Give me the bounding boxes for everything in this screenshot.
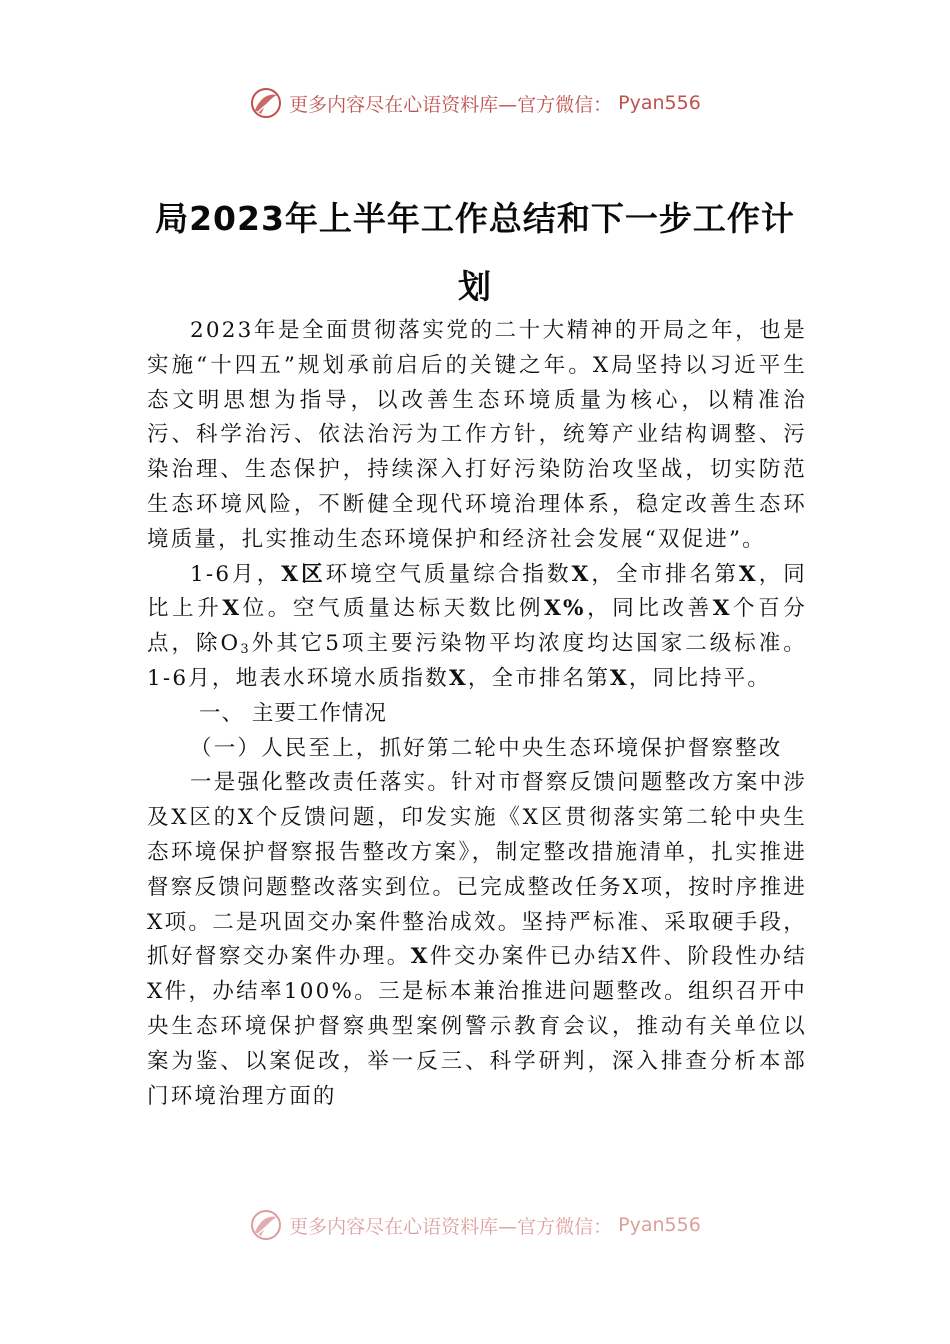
body-text: 一是强化整改责任落实。针对市督察反馈问题整改方案中涉及X区的X个反馈问题，印发实施《X区贯彻落实第二轮中央生态环境保护督察报告整改方案》，制定整改措施清单，扎实推进督察反馈问题整改落实到位。已完成整改任务X项，按时序推进X项。二是巩固交办案件整治成效。坚持严标准、采取硬手段，抓好督察交办案件办理。 <box>147 770 807 970</box>
brand-logo-icon <box>249 86 283 120</box>
stats-text: ，全市排名第 <box>467 665 611 691</box>
stats-text: 1-6月， <box>190 561 282 587</box>
watermark-text: 更多内容尽在心语资料库—官方微信： <box>289 1215 613 1238</box>
subscript-3: 3 <box>240 642 251 658</box>
subsection-heading: （一）人民至上，抓好第二轮中央生态环境保护督察整改 <box>190 735 783 761</box>
watermark-wechat-id: Pyan556 <box>618 1214 701 1236</box>
stats-value: X区 <box>281 561 326 587</box>
stats-paragraph <box>147 558 807 697</box>
watermark-footer <box>0 1208 950 1242</box>
watermark-text: 更多内容尽在心语资料库—官方微信： <box>289 93 613 116</box>
stats-value: X <box>222 596 242 622</box>
stats-text: 位。空气质量达标天数比例 <box>241 596 545 622</box>
stats-text: ，同比上升 <box>147 561 807 622</box>
body-text: 件交办案件已办结X件、阶段性办结X件，办结率100%。三是标本兼治推进问题整改。组织召开中央生态环境保护督察典型案例警示教育会议，推动有关单位以案为鉴、以案促改，举一反三、科学研判，深入排查分析本部门环境治理方面的 <box>147 944 807 1109</box>
stats-value: X <box>571 561 591 587</box>
stats-text: ，同比持平。 <box>628 665 772 691</box>
body-paragraph <box>147 766 807 1114</box>
intro-paragraph: 2023年是全面贯彻落实党的二十大精神的开局之年，也是实施“十四五”规划承前启后的关键之年。X局坚持以习近平生态文明思想为指导，以改善生态环境质量为核心，以精准治污、科学治污、依法治污为工作方针，统筹产业结构调整、污染治理、生态保护，持续深入打好污染防治攻坚战，切实防范生态环境风险，不断健全现代环境治理体系，稳定改善生态环境质量，扎实推动生态环境保护和经济社会发展“双促进”。 <box>147 318 807 552</box>
body-value: X <box>410 944 430 970</box>
stats-value: X <box>712 596 732 622</box>
stats-text: 个百分点，除O <box>147 596 807 657</box>
brand-logo-icon <box>249 1208 283 1242</box>
stats-text: ，全市排名第 <box>590 561 739 587</box>
watermark-header <box>0 86 950 120</box>
stats-value: X <box>448 665 468 691</box>
title-line-1: 局2023年上半年工作总结和下一步工作计 <box>155 199 795 238</box>
section-heading: 一、 主要工作情况 <box>199 700 387 726</box>
document-body <box>147 314 807 1114</box>
stats-text: 环境空气质量综合指数 <box>325 561 572 587</box>
title-line-2: 划 <box>458 267 492 306</box>
stats-value: X% <box>544 596 586 622</box>
stats-text: 外其它5项主要污染物平均浓度均达国家二级标准。1-6月，地表水环境水质指数 <box>147 631 807 691</box>
document-title <box>140 185 810 321</box>
stats-text: ，同比改善 <box>585 596 713 622</box>
stats-value: X <box>610 665 629 691</box>
watermark-wechat-id: Pyan556 <box>618 92 701 114</box>
stats-value: X <box>738 561 758 587</box>
